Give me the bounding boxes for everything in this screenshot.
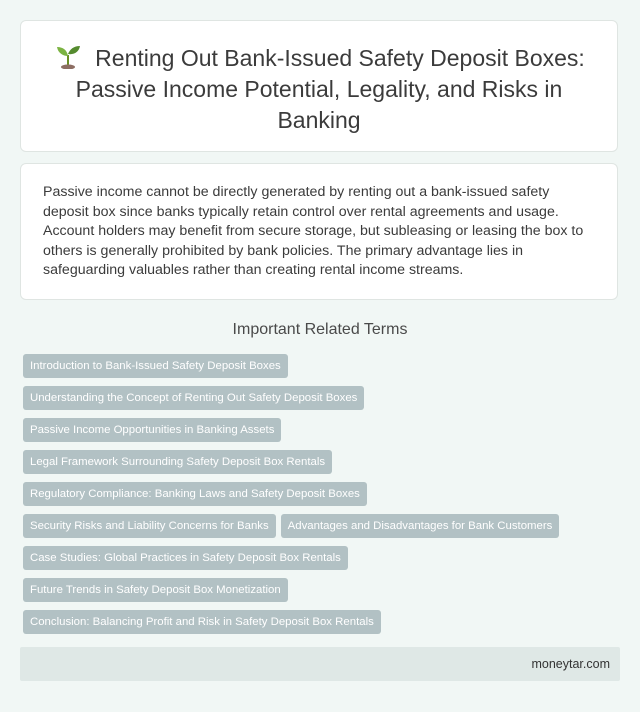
term-tag[interactable]: Case Studies: Global Practices in Safety Deposit Box Rentals: [23, 546, 348, 570]
term-row: [23, 354, 623, 378]
term-tag[interactable]: Introduction to Bank-Issued Safety Deposit Boxes: [23, 354, 288, 378]
term-tag[interactable]: Advantages and Disadvantages for Bank Customers: [281, 514, 560, 538]
term-tag[interactable]: Understanding the Concept of Renting Out Safety Deposit Boxes: [23, 386, 364, 410]
term-row: [23, 418, 623, 442]
term-row: [23, 482, 623, 506]
term-tag[interactable]: Security Risks and Liability Concerns for Banks: [23, 514, 276, 538]
term-row: [23, 450, 623, 474]
term-tag[interactable]: Regulatory Compliance: Banking Laws and Safety Deposit Boxes: [23, 482, 367, 506]
term-row: [23, 546, 623, 570]
title-card: [20, 20, 618, 152]
term-row: [23, 514, 623, 538]
sprout-icon: [53, 43, 83, 69]
page-title: [45, 43, 593, 136]
footer-site-link[interactable]: moneytar.com: [531, 657, 610, 671]
term-tag[interactable]: Conclusion: Balancing Profit and Risk in Safety Deposit Box Rentals: [23, 610, 381, 634]
term-tag[interactable]: Passive Income Opportunities in Banking Assets: [23, 418, 281, 442]
term-row: [23, 610, 623, 634]
related-terms-list: [23, 354, 623, 642]
term-row: [23, 386, 623, 410]
term-row: [23, 578, 623, 602]
title-text: Renting Out Bank-Issued Safety Deposit Boxes: Passive Income Potential, Legality, and Risks in Banking: [75, 45, 585, 133]
term-tag[interactable]: Future Trends in Safety Deposit Box Monetization: [23, 578, 288, 602]
summary-card: [20, 163, 618, 300]
footer: [20, 647, 620, 681]
summary-text: Passive income cannot be directly generated by renting out a bank-issued safety deposit box since banks typically retain control over rental agreements and usage. Account holders may benefit from secure storage, but subleasing or leasing the box to others is generally prohibited by bank policies. The primary advantage lies in safeguarding valuables rather than creating rental income streams.: [43, 184, 584, 279]
term-tag[interactable]: Legal Framework Surrounding Safety Deposit Box Rentals: [23, 450, 332, 474]
related-terms-heading: Important Related Terms: [232, 321, 408, 338]
